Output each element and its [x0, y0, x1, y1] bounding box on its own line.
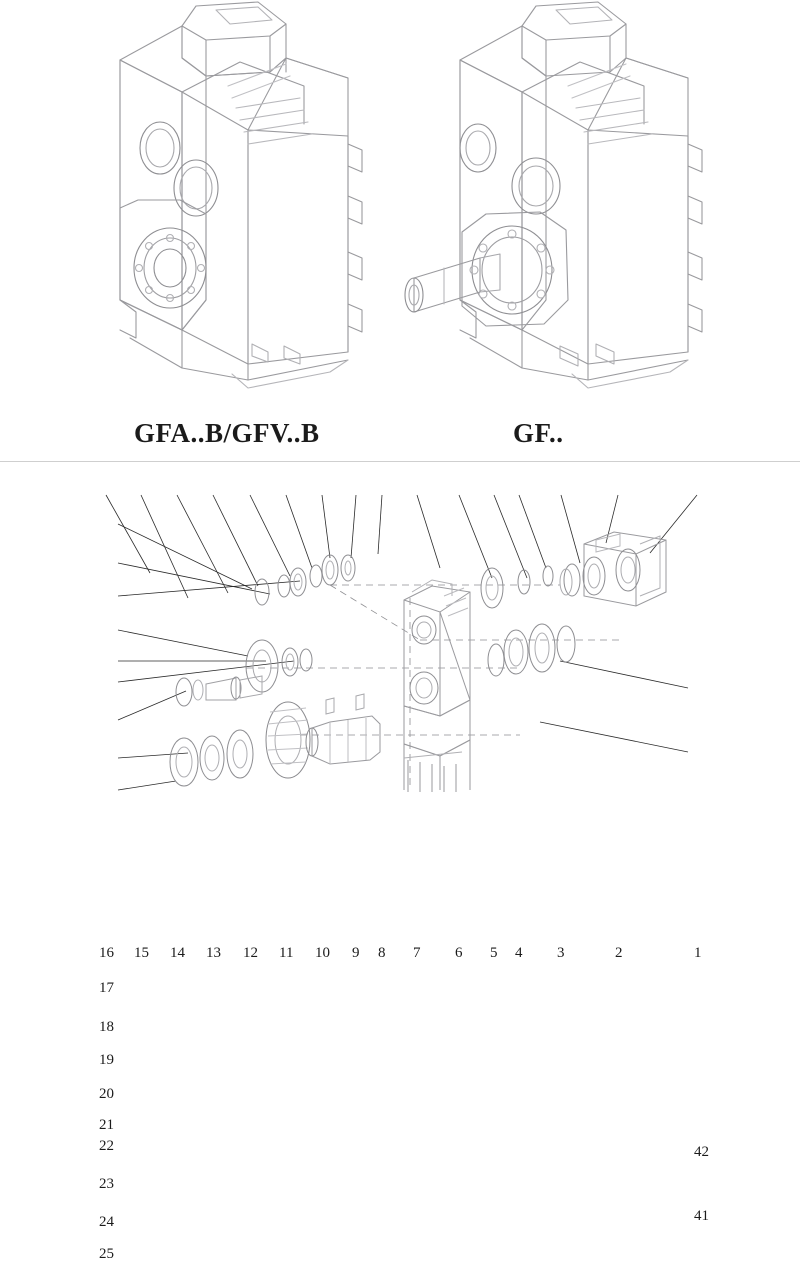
callout-15: 15 — [134, 945, 149, 961]
gearbox-views-section — [0, 0, 800, 462]
leader-lines-right — [540, 661, 688, 752]
callout-4: 4 — [515, 945, 523, 961]
callout-23: 23 — [99, 1176, 114, 1192]
gearbox-view-gfab-gfvb-graphic — [120, 2, 362, 388]
callout-12: 12 — [243, 945, 258, 961]
callout-7: 7 — [413, 945, 421, 961]
callout-22: 22 — [99, 1138, 114, 1154]
callout-19: 19 — [99, 1052, 114, 1068]
callout-24: 24 — [99, 1214, 114, 1230]
callout-42: 42 — [694, 1144, 709, 1160]
exploded-parts-drawing — [0, 462, 800, 800]
callout-6: 6 — [455, 945, 463, 961]
gearbox-views-drawing — [0, 0, 800, 462]
callout-10: 10 — [315, 945, 330, 961]
callout-17: 17 — [99, 980, 114, 996]
callout-9: 9 — [352, 945, 360, 961]
leader-lines-top — [106, 495, 697, 598]
callout-3: 3 — [557, 945, 565, 961]
rings-and-bearings — [170, 555, 575, 786]
fastener-marks — [404, 752, 462, 792]
caption-gf: GF.. — [513, 418, 564, 448]
input-adapter-assembly — [560, 532, 666, 606]
callout-21: 21 — [99, 1117, 114, 1133]
callout-1: 1 — [694, 945, 702, 961]
callout-2: 2 — [615, 945, 623, 961]
gearbox-view-gf-graphic — [405, 2, 702, 388]
exploded-parts-section — [0, 462, 800, 1262]
assembly-axis-lines — [246, 585, 620, 790]
callout-5: 5 — [490, 945, 498, 961]
callout-18: 18 — [99, 1019, 114, 1035]
callout-20: 20 — [99, 1086, 114, 1102]
callout-25: 25 — [99, 1246, 114, 1262]
shafts-and-pinions — [240, 676, 380, 764]
callout-8: 8 — [378, 945, 386, 961]
callout-16: 16 — [99, 945, 114, 961]
callout-14: 14 — [170, 945, 185, 961]
exploded-housing — [404, 580, 470, 790]
callout-13: 13 — [206, 945, 221, 961]
caption-gfab-gfvb: GFA..B/GFV..B — [134, 418, 320, 448]
callout-11: 11 — [279, 945, 294, 961]
callout-41: 41 — [694, 1208, 709, 1224]
